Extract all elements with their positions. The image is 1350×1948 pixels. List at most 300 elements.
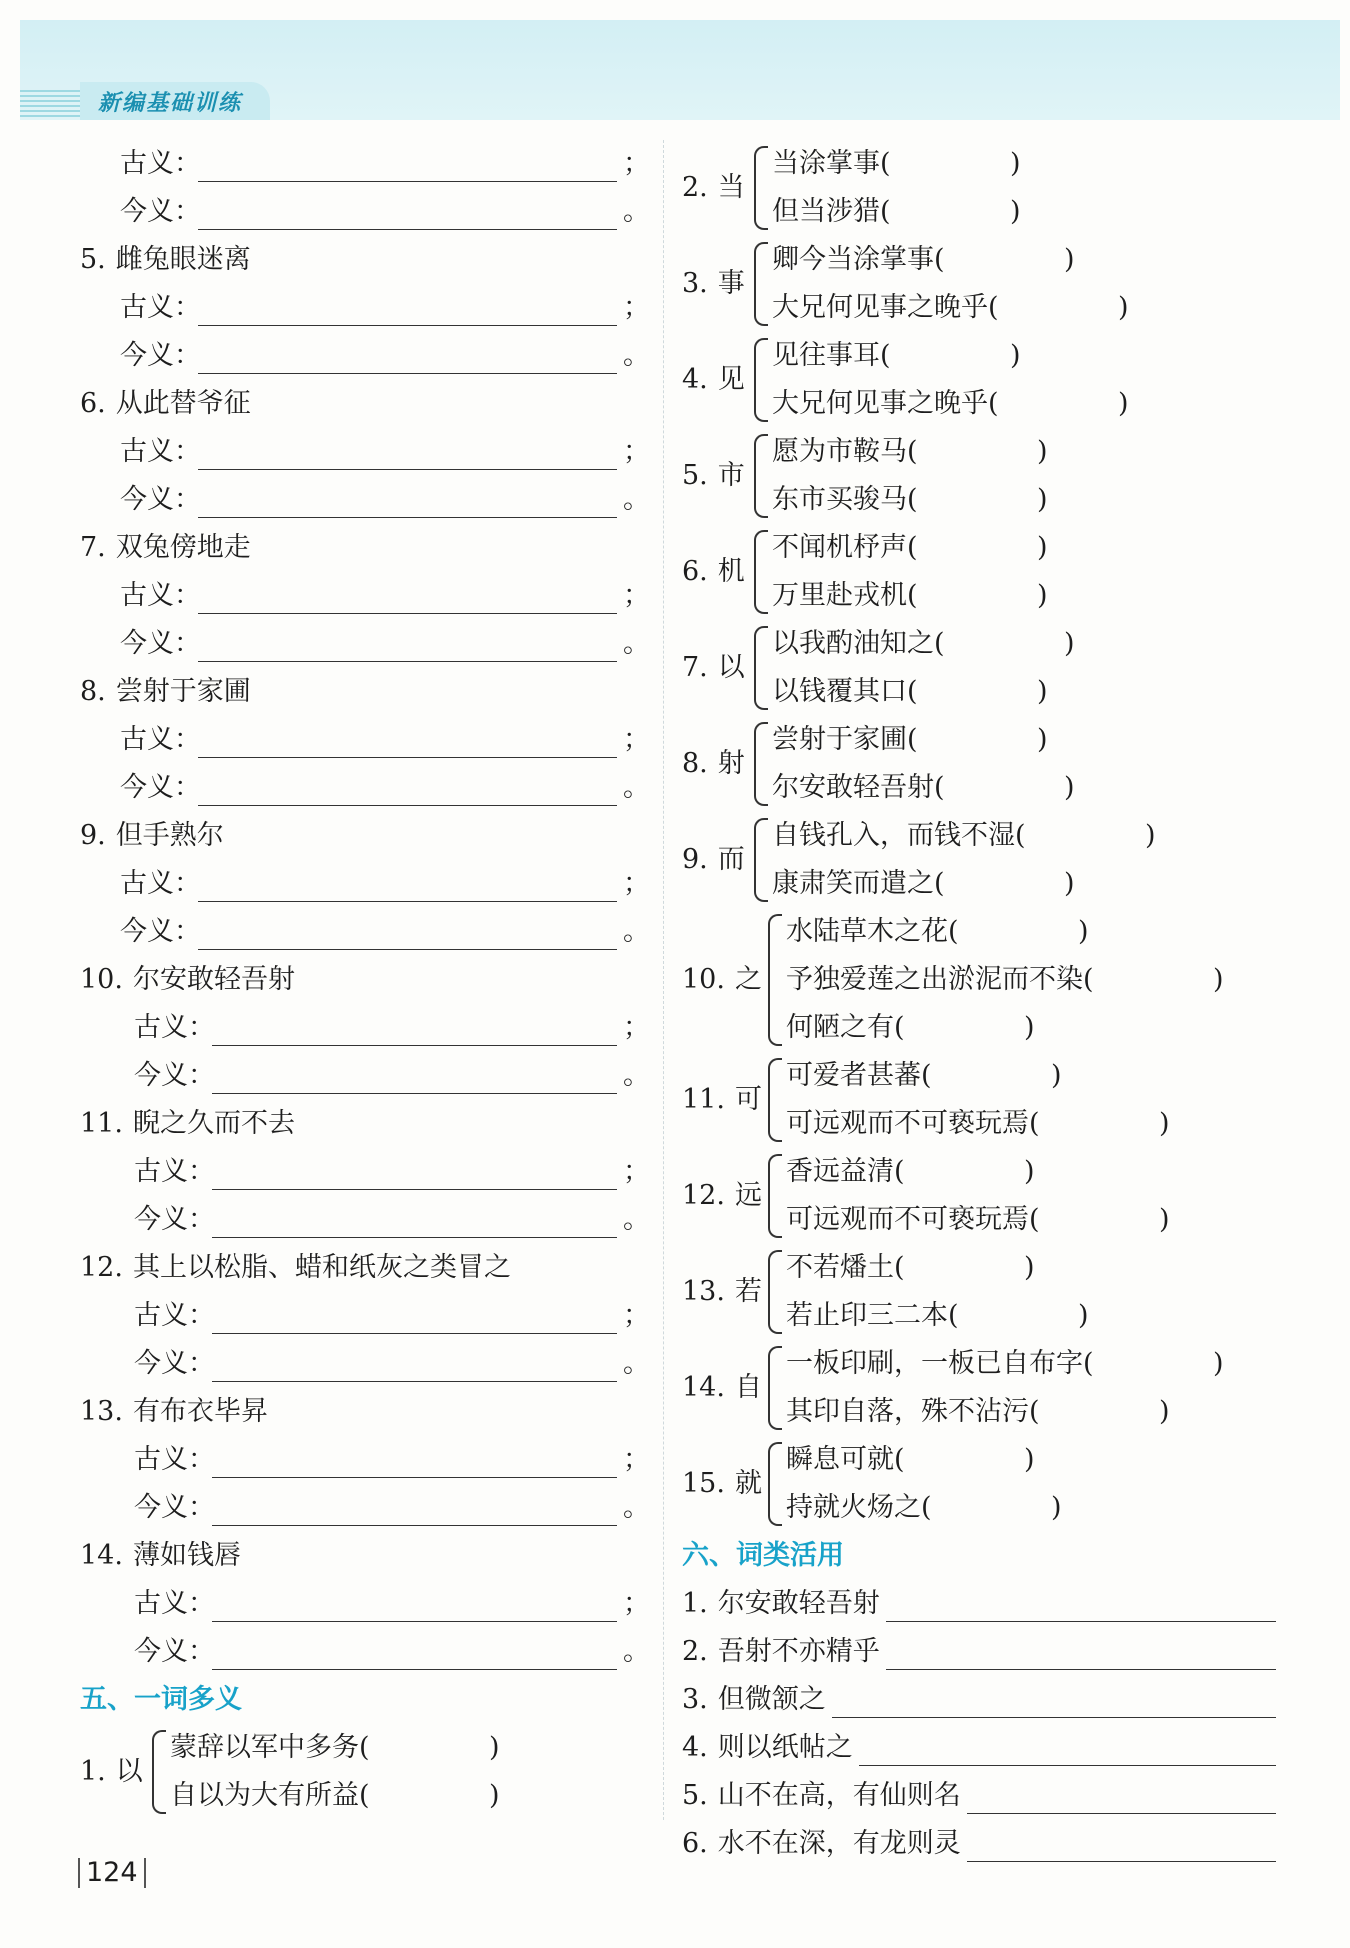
- polysemy-sentences: [786, 1340, 1224, 1436]
- meaning-row: [80, 332, 650, 380]
- polysemy-group: [682, 428, 1282, 524]
- answer-blank[interactable]: [198, 627, 617, 662]
- polysemy-sentences: [786, 1244, 1089, 1340]
- word-class-list: [682, 1580, 1282, 1868]
- polysemy-sentence: [772, 476, 1048, 524]
- item-number: 6.: [682, 556, 708, 587]
- polysemy-group: [80, 1724, 650, 1820]
- polysemy-label: [682, 956, 762, 1004]
- answer-blank[interactable]: [886, 1635, 1276, 1670]
- item-phrase: 尔安敢轻吾射: [717, 1588, 880, 1619]
- polysemy-sentence: [772, 620, 1075, 668]
- polysemy-sentences: [772, 428, 1048, 524]
- sentence-text: 以我酌油知之(: [772, 628, 945, 659]
- gu-label: 古义：: [134, 1012, 215, 1043]
- brace-icon: [768, 1346, 782, 1430]
- answer-blank[interactable]: [832, 1683, 1276, 1718]
- polysemy-sentence: [772, 140, 1021, 188]
- answer-paren[interactable]: ): [1064, 244, 1075, 275]
- polysemy-group: [682, 716, 1282, 812]
- item-phrase: 从此替爷征: [115, 388, 251, 419]
- gujin-item: [80, 1388, 650, 1436]
- item-number: 5.: [682, 460, 708, 491]
- gu-label: 古义：: [134, 1300, 215, 1331]
- polysemy-sentence: [170, 1724, 500, 1772]
- section-title-polysemy: 五、一词多义: [80, 1684, 242, 1715]
- sentence-text: 当涂掌事(: [772, 148, 891, 179]
- period: 。: [623, 1060, 650, 1091]
- polysemy-label: [682, 836, 748, 884]
- polysemy-label: [682, 452, 748, 500]
- jin-label: 今义：: [120, 628, 201, 659]
- polysemy-sentences: [772, 716, 1075, 812]
- answer-blank[interactable]: [212, 1299, 617, 1334]
- item-phrase: 双兔傍地走: [115, 532, 251, 563]
- item-phrase: 吾射不亦精乎: [717, 1636, 880, 1667]
- polysemy-char: 机: [717, 556, 745, 587]
- polysemy-label: [682, 1364, 762, 1412]
- item-phrase: 尔安敢轻吾射: [132, 964, 295, 995]
- meaning-row: [80, 188, 650, 236]
- polysemy-label: [682, 1076, 762, 1124]
- answer-blank[interactable]: [212, 1491, 617, 1526]
- gujin-item: [80, 236, 650, 284]
- polysemy-sentence: [772, 188, 1021, 236]
- period: 。: [623, 1348, 650, 1379]
- item-phrase: 有布衣毕昇: [132, 1396, 268, 1427]
- polysemy-char: 以: [717, 652, 745, 683]
- meaning-row: [80, 764, 650, 812]
- polysemy-label: [682, 1172, 762, 1220]
- answer-paren[interactable]: ): [1159, 1108, 1170, 1139]
- meaning-row: [80, 908, 650, 956]
- item-number: 8.: [80, 676, 106, 707]
- header-decoration: [20, 90, 80, 120]
- answer-blank[interactable]: [212, 1011, 617, 1046]
- answer-paren[interactable]: ): [1037, 724, 1048, 755]
- polysemy-sentence: [772, 764, 1075, 812]
- gu-label: 古义：: [120, 868, 201, 899]
- item-number: 13.: [80, 1396, 123, 1427]
- jin-label: 今义：: [134, 1204, 215, 1235]
- polysemy-label: [682, 1460, 762, 1508]
- polysemy-char: 市: [717, 460, 745, 491]
- answer-paren[interactable]: ): [1010, 340, 1021, 371]
- sentence-text: 自以为大有所益(: [170, 1780, 370, 1811]
- answer-paren[interactable]: ): [1024, 1012, 1035, 1043]
- polysemy-sentences: [772, 812, 1156, 908]
- answer-paren[interactable]: ): [1213, 1348, 1224, 1379]
- brace-icon: [768, 1442, 782, 1526]
- answer-paren[interactable]: ): [1064, 628, 1075, 659]
- gujin-item: [80, 812, 650, 860]
- sentence-text: 一板印刷，一板已自布字(: [786, 1348, 1094, 1379]
- polysemy-char: 若: [734, 1276, 762, 1307]
- sentence-text: 予独爱莲之出淤泥而不染(: [786, 964, 1094, 995]
- polysemy-group: [682, 908, 1282, 1052]
- sentence-text: 以钱覆其口(: [772, 676, 918, 707]
- answer-blank[interactable]: [212, 1347, 617, 1382]
- polysemy-sentence: [772, 284, 1129, 332]
- polysemy-sentence: [772, 860, 1156, 908]
- polysemy-label: [682, 260, 748, 308]
- meaning-row: [80, 1580, 650, 1628]
- brace-icon: [754, 530, 768, 614]
- polysemy-sentence: [786, 1388, 1224, 1436]
- polysemy-char: 而: [717, 844, 745, 875]
- sentence-text: 可爱者甚蕃(: [786, 1060, 932, 1091]
- polysemy-sentence: [786, 1340, 1224, 1388]
- item-number: 3.: [682, 1684, 708, 1715]
- meaning-row: [80, 1004, 650, 1052]
- polysemy-group: [682, 1052, 1282, 1148]
- semicolon: ；: [623, 1444, 650, 1475]
- meaning-row: [80, 476, 650, 524]
- sentence-text: 尝射于家圃(: [772, 724, 918, 755]
- answer-paren[interactable]: ): [1037, 580, 1048, 611]
- answer-paren[interactable]: ): [1010, 196, 1021, 227]
- item-number: 11.: [80, 1108, 123, 1139]
- sentence-text: 康肃笑而遣之(: [772, 868, 945, 899]
- meaning-row: [80, 1292, 650, 1340]
- meaning-row: [80, 284, 650, 332]
- item-phrase: 尝射于家圃: [115, 676, 251, 707]
- answer-blank[interactable]: [198, 771, 617, 806]
- answer-paren[interactable]: ): [1159, 1204, 1170, 1235]
- polysemy-sentence: [772, 380, 1129, 428]
- gujin-list: [80, 236, 650, 1676]
- polysemy-group: [682, 812, 1282, 908]
- polysemy-label: [682, 548, 748, 596]
- meaning-row: [80, 1484, 650, 1532]
- item-phrase: 薄如钱唇: [132, 1540, 241, 1571]
- polysemy-sentence: [772, 524, 1048, 572]
- polysemy-sentences: [772, 524, 1048, 620]
- item-phrase: 睨之久而不去: [132, 1108, 295, 1139]
- brace-icon: [768, 1058, 782, 1142]
- polysemy-label: [80, 1748, 146, 1796]
- jin-label: 今义：: [134, 1492, 215, 1523]
- answer-blank[interactable]: [198, 723, 617, 758]
- polysemy-sentences: [772, 140, 1021, 236]
- sentence-text: 香远益清(: [786, 1156, 905, 1187]
- answer-paren[interactable]: ): [1024, 1252, 1035, 1283]
- brace-icon: [754, 626, 768, 710]
- polysemy-label: [682, 164, 748, 212]
- polysemy-sentences: [786, 908, 1224, 1052]
- sentence-text: 不闻机杼声(: [772, 532, 918, 563]
- answer-paren[interactable]: ): [1118, 292, 1129, 323]
- answer-blank[interactable]: [212, 1203, 617, 1238]
- word-class-item: [682, 1724, 1282, 1772]
- item-number: 9.: [682, 844, 708, 875]
- page-number: 124: [78, 1858, 146, 1888]
- item-number: 3.: [682, 268, 708, 299]
- polysemy-sentence: [786, 908, 1224, 956]
- section-title-word-class: 六、词类活用: [682, 1540, 844, 1571]
- answer-blank[interactable]: [212, 1155, 617, 1190]
- sentence-text: 自钱孔入，而钱不湿(: [772, 820, 1026, 851]
- item-number: 5.: [682, 1780, 708, 1811]
- polysemy-char: 事: [717, 268, 745, 299]
- answer-paren[interactable]: ): [1037, 484, 1048, 515]
- answer-paren[interactable]: ): [1078, 1300, 1089, 1331]
- left-column: [80, 140, 650, 1820]
- answer-blank[interactable]: [198, 483, 617, 518]
- item-number: 11.: [682, 1084, 725, 1115]
- polysemy-sentence: [772, 428, 1048, 476]
- item-number: 4.: [682, 364, 708, 395]
- polysemy-sentence: [786, 1148, 1170, 1196]
- answer-blank[interactable]: [198, 915, 617, 950]
- polysemy-sentence: [772, 572, 1048, 620]
- item-phrase: 则以纸帖之: [717, 1732, 853, 1763]
- semicolon: ；: [623, 868, 650, 899]
- polysemy-sentence: [786, 1244, 1089, 1292]
- word-class-item: [682, 1676, 1282, 1724]
- right-column: [682, 140, 1282, 1868]
- polysemy-sentences: [772, 236, 1129, 332]
- polysemy-group: [682, 140, 1282, 236]
- polysemy-char: 就: [734, 1468, 762, 1499]
- polysemy-list-left: [80, 1724, 650, 1820]
- semicolon: ；: [623, 580, 650, 611]
- item-number: 13.: [682, 1276, 725, 1307]
- gu-label: 古义：: [120, 292, 201, 323]
- answer-paren[interactable]: ): [1145, 820, 1156, 851]
- answer-blank[interactable]: [198, 867, 617, 902]
- answer-paren[interactable]: ): [1213, 964, 1224, 995]
- period: 。: [623, 628, 650, 659]
- gu-label: 古义：: [120, 724, 201, 755]
- meaning-row: [80, 860, 650, 908]
- sentence-text: 愿为市鞍马(: [772, 436, 918, 467]
- polysemy-sentence: [772, 332, 1129, 380]
- sentence-text: 卿今当涂掌事(: [772, 244, 945, 275]
- answer-blank[interactable]: [212, 1059, 617, 1094]
- jin-label: 今义：: [134, 1348, 215, 1379]
- meaning-row: [80, 1340, 650, 1388]
- gujin-item: [80, 1532, 650, 1580]
- answer-blank[interactable]: [859, 1731, 1276, 1766]
- answer-paren[interactable]: ): [1118, 388, 1129, 419]
- semicolon: ；: [623, 1156, 650, 1187]
- answer-blank[interactable]: [212, 1587, 617, 1622]
- answer-blank[interactable]: [212, 1443, 617, 1478]
- answer-paren[interactable]: ): [489, 1732, 500, 1763]
- sentence-text: 若止印三二本(: [786, 1300, 959, 1331]
- period: 。: [623, 196, 650, 227]
- answer-paren[interactable]: ): [1051, 1492, 1062, 1523]
- gujin-item: [80, 956, 650, 1004]
- item-number: 7.: [80, 532, 106, 563]
- item-phrase: 但微颔之: [717, 1684, 826, 1715]
- answer-paren[interactable]: ): [1037, 532, 1048, 563]
- item-number: 1.: [80, 1756, 106, 1787]
- answer-paren[interactable]: ): [1037, 676, 1048, 707]
- polysemy-sentences: [786, 1436, 1062, 1532]
- gu-label: 古义：: [134, 1444, 215, 1475]
- jin-label: 今义：: [134, 1060, 215, 1091]
- sentence-text: 大兄何见事之晚乎(: [772, 292, 999, 323]
- answer-paren[interactable]: ): [1024, 1156, 1035, 1187]
- item-number: 4.: [682, 1732, 708, 1763]
- period: 。: [623, 484, 650, 515]
- polysemy-sentences: [170, 1724, 500, 1820]
- sentence-text: 东市买骏马(: [772, 484, 918, 515]
- answer-blank[interactable]: [886, 1587, 1276, 1622]
- period: 。: [623, 1204, 650, 1235]
- polysemy-sentence: [786, 1484, 1062, 1532]
- item-number: 10.: [682, 964, 725, 995]
- polysemy-group: [682, 1436, 1282, 1532]
- item-number: 12.: [682, 1180, 725, 1211]
- polysemy-list-right: [682, 140, 1282, 1532]
- polysemy-label: [682, 740, 748, 788]
- jin-label: 今义：: [120, 484, 201, 515]
- answer-blank[interactable]: [198, 291, 617, 326]
- gujin-item: [80, 380, 650, 428]
- item-number: 14.: [80, 1540, 123, 1571]
- sentence-text: 见往事耳(: [772, 340, 891, 371]
- polysemy-group: [682, 332, 1282, 428]
- brace-icon: [754, 818, 768, 902]
- answer-blank[interactable]: [198, 435, 617, 470]
- gujin-item: [80, 668, 650, 716]
- sentence-text: 大兄何见事之晚乎(: [772, 388, 999, 419]
- period: 。: [623, 1636, 650, 1667]
- polysemy-sentence: [772, 716, 1075, 764]
- polysemy-char: 之: [734, 964, 762, 995]
- answer-blank[interactable]: [212, 1635, 617, 1670]
- sentence-text: 其印自落，殊不沾污(: [786, 1396, 1040, 1427]
- sentence-text: 蒙辞以军中多务(: [170, 1732, 370, 1763]
- sentence-text: 可远观而不可亵玩焉(: [786, 1204, 1040, 1235]
- polysemy-sentence: [772, 812, 1156, 860]
- polysemy-char: 以: [115, 1756, 143, 1787]
- item-number: 2.: [682, 1636, 708, 1667]
- polysemy-group: [682, 1340, 1282, 1436]
- answer-paren[interactable]: ): [1078, 916, 1089, 947]
- meaning-row: [80, 1148, 650, 1196]
- sentence-text: 可远观而不可亵玩焉(: [786, 1108, 1040, 1139]
- polysemy-sentence: [772, 236, 1129, 284]
- answer-paren[interactable]: ): [489, 1780, 500, 1811]
- polysemy-char: 射: [717, 748, 745, 779]
- polysemy-sentence: [786, 1196, 1170, 1244]
- brace-icon: [768, 1154, 782, 1238]
- word-class-item: [682, 1580, 1282, 1628]
- brace-icon: [152, 1730, 166, 1814]
- polysemy-group: [682, 524, 1282, 620]
- meaning-row: [80, 716, 650, 764]
- polysemy-label: [682, 644, 748, 692]
- polysemy-sentence: [786, 1052, 1170, 1100]
- answer-blank[interactable]: [967, 1827, 1276, 1862]
- answer-paren[interactable]: ): [1064, 772, 1075, 803]
- answer-paren[interactable]: ): [1051, 1060, 1062, 1091]
- semicolon: ；: [623, 148, 650, 179]
- semicolon: ；: [623, 1012, 650, 1043]
- sentence-text: 瞬息可就(: [786, 1444, 905, 1475]
- answer-paren[interactable]: ): [1010, 148, 1021, 179]
- semicolon: ；: [623, 724, 650, 755]
- period: 。: [623, 340, 650, 371]
- item-number: 1.: [682, 1588, 708, 1619]
- word-class-item: [682, 1820, 1282, 1868]
- polysemy-char: 当: [717, 172, 745, 203]
- answer-paren[interactable]: ): [1037, 436, 1048, 467]
- polysemy-sentence: [786, 1292, 1089, 1340]
- gujin-item: [80, 1244, 650, 1292]
- item-number: 6.: [80, 388, 106, 419]
- answer-blank[interactable]: [967, 1779, 1276, 1814]
- answer-paren[interactable]: ): [1024, 1444, 1035, 1475]
- polysemy-group: [682, 236, 1282, 332]
- polysemy-group: [682, 1148, 1282, 1244]
- item-number: 10.: [80, 964, 123, 995]
- sentence-text: 何陋之有(: [786, 1012, 905, 1043]
- semicolon: ；: [623, 436, 650, 467]
- sentence-text: 尔安敢轻吾射(: [772, 772, 945, 803]
- polysemy-label: [682, 1268, 762, 1316]
- jin-label: 今义：: [120, 340, 201, 371]
- sentence-text: 万里赴戎机(: [772, 580, 918, 611]
- polysemy-sentences: [772, 620, 1075, 716]
- item-number: 5.: [80, 244, 106, 275]
- item-number: 15.: [682, 1468, 725, 1499]
- sentence-text: 但当涉猎(: [772, 196, 891, 227]
- meaning-row: [80, 572, 650, 620]
- sentence-text: 持就火炀之(: [786, 1492, 932, 1523]
- answer-blank[interactable]: [198, 195, 617, 230]
- polysemy-char: 见: [717, 364, 745, 395]
- sentence-text: 不若燔土(: [786, 1252, 905, 1283]
- answer-blank[interactable]: [198, 147, 617, 182]
- item-phrase: 其上以松脂、蜡和纸灰之类冒之: [132, 1252, 511, 1283]
- semicolon: ；: [623, 1300, 650, 1331]
- meaning-row: [80, 1628, 650, 1676]
- answer-blank[interactable]: [198, 339, 617, 374]
- word-class-item: [682, 1772, 1282, 1820]
- gu-label: 古义：: [120, 148, 201, 179]
- brace-icon: [754, 338, 768, 422]
- polysemy-sentence: [786, 1004, 1224, 1052]
- brace-icon: [768, 914, 782, 1046]
- item-phrase: 但手熟尔: [115, 820, 224, 851]
- meaning-row: [80, 620, 650, 668]
- item-number: 6.: [682, 1828, 708, 1859]
- polysemy-sentences: [786, 1052, 1170, 1148]
- word-class-item: [682, 1628, 1282, 1676]
- item-number: 2.: [682, 172, 708, 203]
- polysemy-char: 远: [734, 1180, 762, 1211]
- answer-paren[interactable]: ): [1159, 1396, 1170, 1427]
- jin-label: 今义：: [120, 772, 201, 803]
- brace-icon: [754, 722, 768, 806]
- answer-blank[interactable]: [198, 579, 617, 614]
- item-number: 7.: [682, 652, 708, 683]
- item-phrase: 水不在深，有龙则灵: [717, 1828, 961, 1859]
- header-title: 新编基础训练: [80, 82, 270, 120]
- item-phrase: 雌兔眼迷离: [115, 244, 251, 275]
- column-divider: [663, 140, 664, 1820]
- polysemy-group: [682, 620, 1282, 716]
- polysemy-sentence: [170, 1772, 500, 1820]
- gu-label: 古义：: [120, 436, 201, 467]
- answer-paren[interactable]: ): [1064, 868, 1075, 899]
- jin-label: 今义：: [120, 916, 201, 947]
